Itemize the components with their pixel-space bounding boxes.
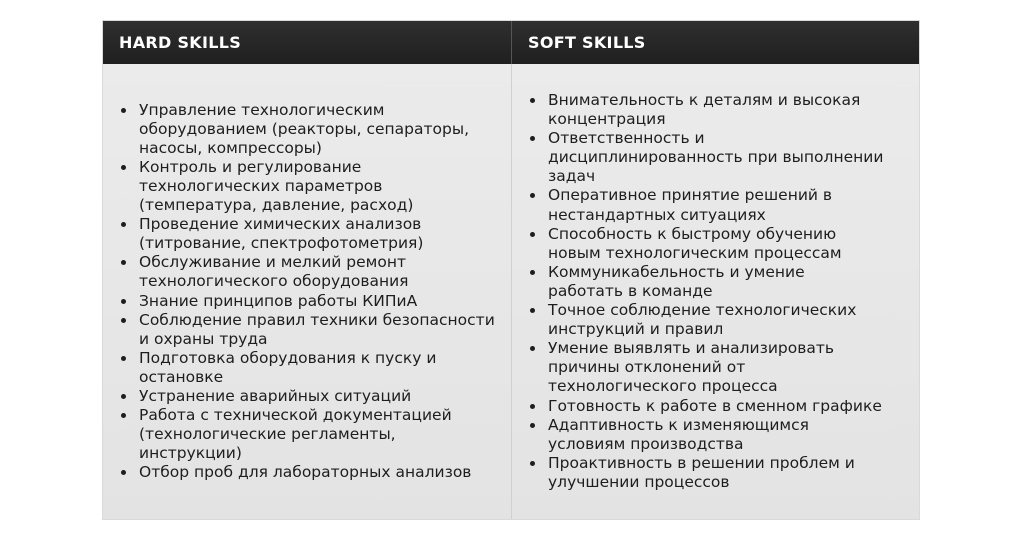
list-item: Знание принципов работы КИПиА [119,292,495,311]
hard-skills-header: HARD SKILLS [119,33,242,52]
list-item: Проактивность в решении проблем и улучшении процессов [528,454,883,492]
soft-skills-cell [511,64,919,519]
soft-skills-list [512,91,883,492]
list-item: Соблюдение правил техники безопасности и охраны труда [119,311,495,349]
list-item: Ответственность и дисциплинированность при выполнении задач [528,129,883,186]
list-item: Устранение аварийных ситуаций [119,387,495,406]
skills-table [102,20,920,520]
list-item: Внимательность к деталям и высокая концентрация [528,91,883,129]
list-item: Управление технологическим оборудованием (реакторы, сепараторы, насосы, компрессоры) [119,101,495,158]
list-item: Коммуникабельность и умение работать в команде [528,263,883,301]
list-item: Способность к быстрому обучению новым технологическим процессам [528,225,883,263]
list-item: Проведение химических анализов (титрование, спектрофотометрия) [119,215,495,253]
list-item: Подготовка оборудования к пуску и остановке [119,349,495,387]
list-item: Отбор проб для лабораторных анализов [119,463,495,482]
list-item: Контроль и регулирование технологических параметров (температура, давление, расход) [119,158,495,215]
list-item: Точное соблюдение технологических инструкций и правил [528,301,883,339]
table-body [103,64,919,519]
table-header [103,21,919,64]
list-item: Готовность к работе в сменном графике [528,397,883,416]
list-item: Работа с технической документацией (технологические регламенты, инструкции) [119,406,495,463]
hard-skills-list [103,101,495,483]
list-item: Оперативное принятие решений в нестандартных ситуациях [528,186,883,224]
soft-skills-header: SOFT SKILLS [511,21,919,64]
hard-skills-cell [103,64,511,519]
list-item: Адаптивность к изменяющимся условиям производства [528,416,883,454]
list-item: Обслуживание и мелкий ремонт технологического оборудования [119,253,495,291]
list-item: Умение выявлять и анализировать причины отклонений от технологического процесса [528,339,883,396]
